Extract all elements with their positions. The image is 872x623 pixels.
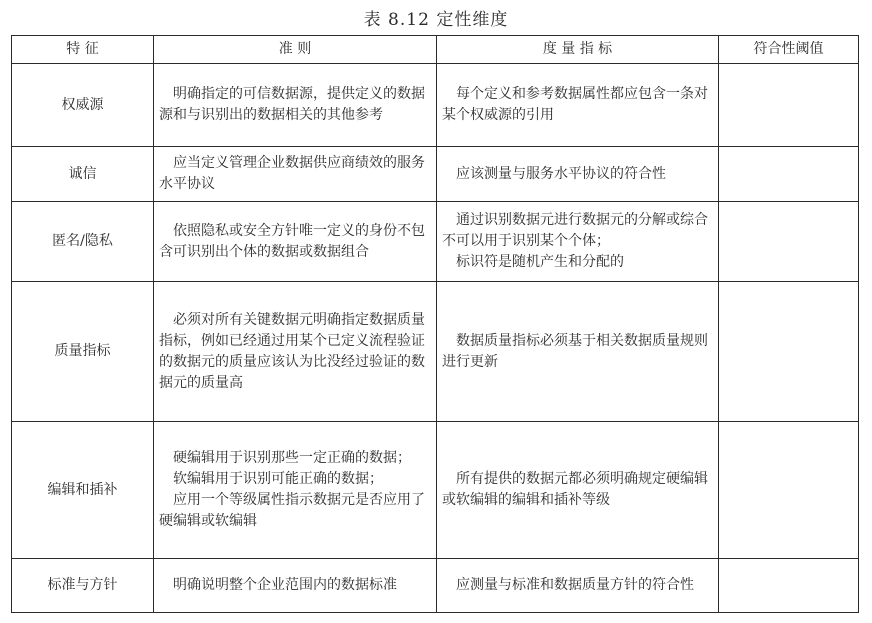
table-row [12,282,859,422]
criterion-text: 软编辑用于识别可能正确的数据； [173,471,383,487]
criterion-cell [154,147,437,202]
metric-text: 每个定义和参考数据属性都应包含一条对某个权威源的引用 [442,86,708,123]
header-feature: 特 征 [12,36,154,64]
metric-text: 标识符是随机产生和分配的 [456,254,624,270]
criterion-text: 硬编辑用于识别那些一定正确的数据； [173,450,411,466]
threshold-cell [719,559,859,613]
qualitative-dimensions-table [11,35,859,613]
threshold-cell [719,147,859,202]
criterion-text: 依照隐私或安全方针唯一定义的身份不包含可识别出个体的数据或数据组合 [159,222,425,260]
metric-text: 应该测量与服务水平协议的符合性 [456,165,666,182]
metric-cell [437,202,719,282]
threshold-cell [719,422,859,559]
feature-cell: 标准与方针 [12,559,154,613]
criterion-text: 应当定义管理企业数据供应商绩效的服务水平协议 [159,155,425,192]
header-criterion: 准 则 [154,36,437,64]
table-row [12,64,859,147]
criterion-cell [154,282,437,422]
feature-cell: 权威源 [12,64,154,147]
header-row [12,36,859,64]
criterion-cell [154,64,437,147]
table-caption: 表 8.12 定性维度 [363,10,509,30]
criterion-text: 明确指定的可信数据源，提供定义的数据源和与识别出的数据相关的其他参考 [159,86,425,123]
metric-text: 应测量与标准和数据质量方针的符合性 [456,577,694,593]
criterion-text: 必须对所有关键数据元明确指定数据质量指标，例如已经通过用某个已定义流程验证的数据元的质量应该认为比没经过验证的数据元的质量高 [159,311,425,391]
metric-cell [437,422,719,559]
criterion-text: 明确说明整个企业范围内的数据标准 [173,577,397,593]
metric-text: 通过识别数据元进行数据元的分解或综合不可以用于识别某个个体； [442,212,708,249]
criterion-cell [154,559,437,613]
table-row [12,559,859,613]
table-row [12,422,859,559]
feature-cell: 诚信 [12,147,154,202]
metric-cell [437,147,719,202]
metric-cell [437,282,719,422]
header-threshold: 符合性阈值 [719,36,859,64]
feature-cell: 编辑和插补 [12,422,154,559]
feature-cell: 匿名/隐私 [12,202,154,282]
threshold-cell [719,202,859,282]
threshold-cell [719,64,859,147]
criterion-cell [154,202,437,282]
metric-text: 数据质量指标必须基于相关数据质量规则进行更新 [442,332,708,370]
criterion-cell [154,422,437,559]
table-row [12,202,859,282]
threshold-cell [719,282,859,422]
metric-cell [437,64,719,147]
metric-text: 所有提供的数据元都必须明确规定硬编辑或软编辑的编辑和插补等级 [442,471,708,508]
header-metric: 度 量 指 标 [437,36,719,64]
metric-cell [437,559,719,613]
table-row [12,147,859,202]
criterion-text: 应用一个等级属性指示数据元是否应用了硬编辑或软编辑 [159,492,425,529]
feature-cell: 质量指标 [12,282,154,422]
